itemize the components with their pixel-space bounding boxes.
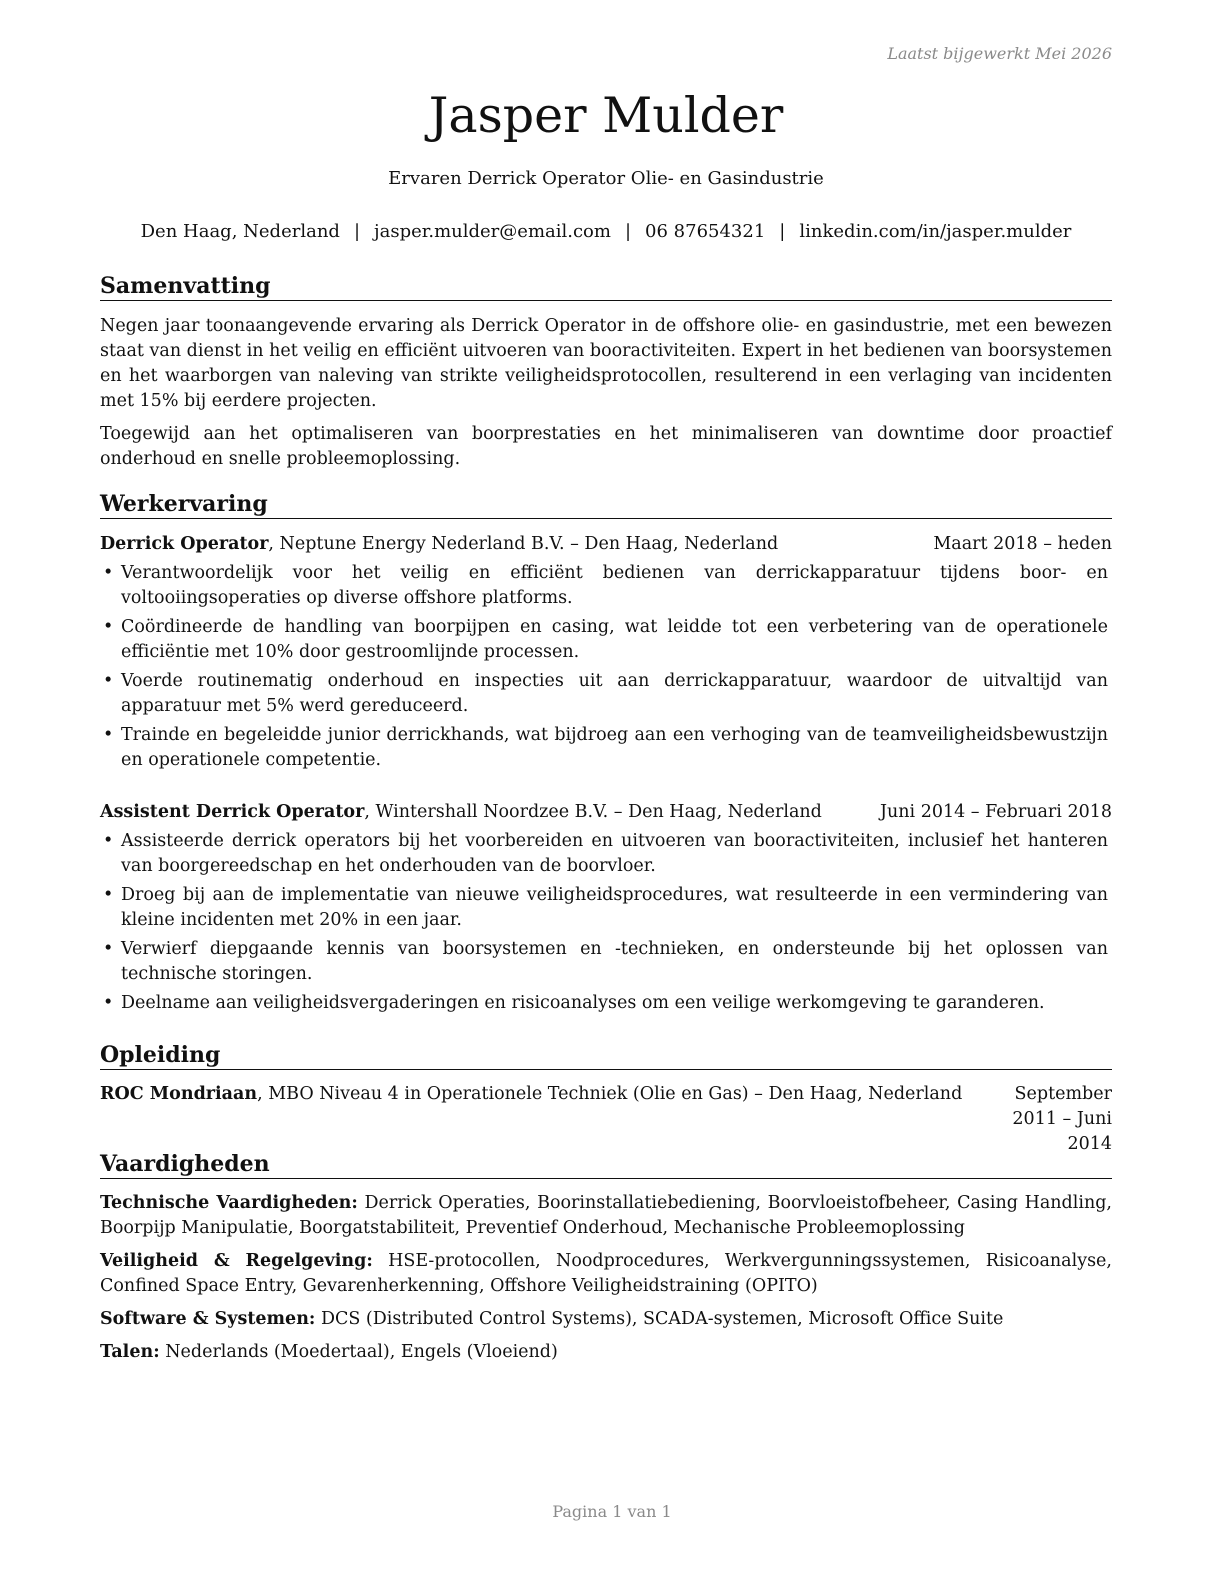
linkedin-link[interactable]: linkedin.com/in/jasper.mulder (799, 221, 1072, 242)
skill-label: Talen: (100, 1342, 160, 1362)
job-entry (100, 532, 1112, 777)
job-bullets (100, 561, 1112, 773)
section-title-summary: Samenvatting (100, 272, 1112, 301)
education-dates: September 2011 – Juni 2014 (1012, 1084, 1112, 1154)
skill-value: HSE-protocollen, Noodprocedures, Werkvergunningssystemen, Risicoanalyse, Confined Space Entry, Gevarenherkenning, Offshore Veiligheidstraining (OPITO) (100, 1251, 1112, 1296)
skill-label: Technische Vaardigheden: (100, 1193, 358, 1213)
education-row (100, 1082, 1112, 1157)
skill-line (100, 1249, 1112, 1299)
location: Den Haag, Nederland (140, 221, 340, 242)
skill-line (100, 1340, 1112, 1365)
page-number: Pagina 1 van 1 (552, 1502, 672, 1521)
separator: | (353, 221, 361, 242)
list-item: • Assisteerde derrick operators bij het voorbereiden en uitvoeren van booractiviteiten, inclusief het hanteren van boorgereedschap en het onderhouden van de boorvloer. (100, 829, 1112, 879)
section-title-skills: Vaardigheden (100, 1150, 1112, 1179)
section-title-experience: Werkervaring (100, 490, 1112, 519)
separator: | (779, 221, 786, 242)
skill-line (100, 1307, 1112, 1332)
separator: | (624, 221, 632, 242)
summary-paragraph: Toegewijd aan het optimaliseren van boorprestaties en het minimaliseren van downtime door proactief onderhoud en snelle probleemoplossing. (100, 424, 1112, 469)
job-dates: Maart 2018 – heden (933, 534, 1112, 554)
job-bullets (100, 829, 1112, 1016)
skill-value: Nederlands (Moedertaal), Engels (Vloeiend) (159, 1342, 558, 1362)
candidate-name: Jasper Mulder (428, 87, 784, 144)
list-item: • Deelname aan veiligheidsvergaderingen en risicoanalyses om een veilige werkomgeving te garanderen. (100, 991, 1112, 1016)
job-role: Assistent Derrick Operator (100, 802, 365, 822)
list-item: • Verantwoordelijk voor het veilig en efficiënt bedienen van derrickapparatuur tijdens boor- en voltooiingsoperaties op diverse offshore platforms. (100, 561, 1112, 611)
job-role: Derrick Operator (100, 534, 269, 554)
skill-value: Derrick Operaties, Boorinstallatiebediening, Boorvloeistofbeheer, Casing Handling, Boorpijp Manipulatie, Boorgatstabiliteit, Preventief Onderhoud, Mechanische Probleemoplossing (100, 1193, 1112, 1238)
last-updated: Laatst bijgewerkt Mei 2026 (887, 44, 1112, 63)
job-dates: Juni 2014 – Februari 2018 (879, 802, 1112, 822)
email-link[interactable]: jasper.mulder@email.com (374, 221, 611, 242)
skill-line (100, 1191, 1112, 1241)
job-header (100, 800, 1112, 825)
skill-label: Veiligheid & Regelgeving: (100, 1251, 373, 1271)
degree-detail: , MBO Niveau 4 in Operationele Techniek (Olie en Gas) – Den Haag, Nederland (257, 1084, 963, 1104)
skill-label: Software & Systemen: (100, 1309, 316, 1329)
summary-section (100, 314, 1112, 480)
contact-line (100, 219, 1112, 245)
school-name: ROC Mondriaan (100, 1084, 258, 1104)
list-item: • Coördineerde de handling van boorpijpen en casing, wat leidde tot een verbetering van de operationele efficiëntie met 10% door gestroomlijnde processen. (100, 615, 1112, 665)
summary-paragraph: Negen jaar toonaangevende ervaring als Derrick Operator in de offshore olie- en gasindustrie, met een bewezen staat van dienst in het veilig en efficiënt uitvoeren van booractiviteiten. Expert in het bedienen van boorsystemen en het waarborgen van naleving van strikte veiligheidsprotocollen, resulterend in een verlaging van incidenten met 15% bij eerdere projecten. (100, 316, 1112, 411)
section-title-education: Opleiding (100, 1041, 1112, 1070)
job-entry (100, 800, 1112, 1020)
education-entry (100, 1082, 1112, 1157)
job-header (100, 532, 1112, 557)
job-company: , Wintershall Noordzee B.V. – Den Haag, Nederland (364, 802, 822, 822)
tagline: Ervaren Derrick Operator Olie- en Gasindustrie (388, 168, 824, 189)
list-item: • Droeg bij aan de implementatie van nieuwe veiligheidsprocedures, wat resulteerde in een vermindering van kleine incidenten met 20% in een jaar. (100, 883, 1112, 933)
skill-value: DCS (Distributed Control Systems), SCADA-systemen, Microsoft Office Suite (315, 1309, 1004, 1329)
list-item: • Trainde en begeleidde junior derrickhands, wat bijdroeg aan een verhoging van de teamveiligheidsbewustzijn en operationele competentie. (100, 723, 1112, 773)
list-item: • Voerde routinematig onderhoud en inspecties uit aan derrickapparatuur, waardoor de uitvaltijd van apparatuur met 5% werd gereduceerd. (100, 669, 1112, 719)
list-item: • Verwierf diepgaande kennis van boorsystemen en -technieken, en ondersteunde bij het oplossen van technische storingen. (100, 937, 1112, 987)
phone: 06 87654321 (645, 221, 766, 242)
skills-section (100, 1191, 1112, 1373)
job-company: , Neptune Energy Nederland B.V. – Den Haag, Nederland (268, 534, 779, 554)
